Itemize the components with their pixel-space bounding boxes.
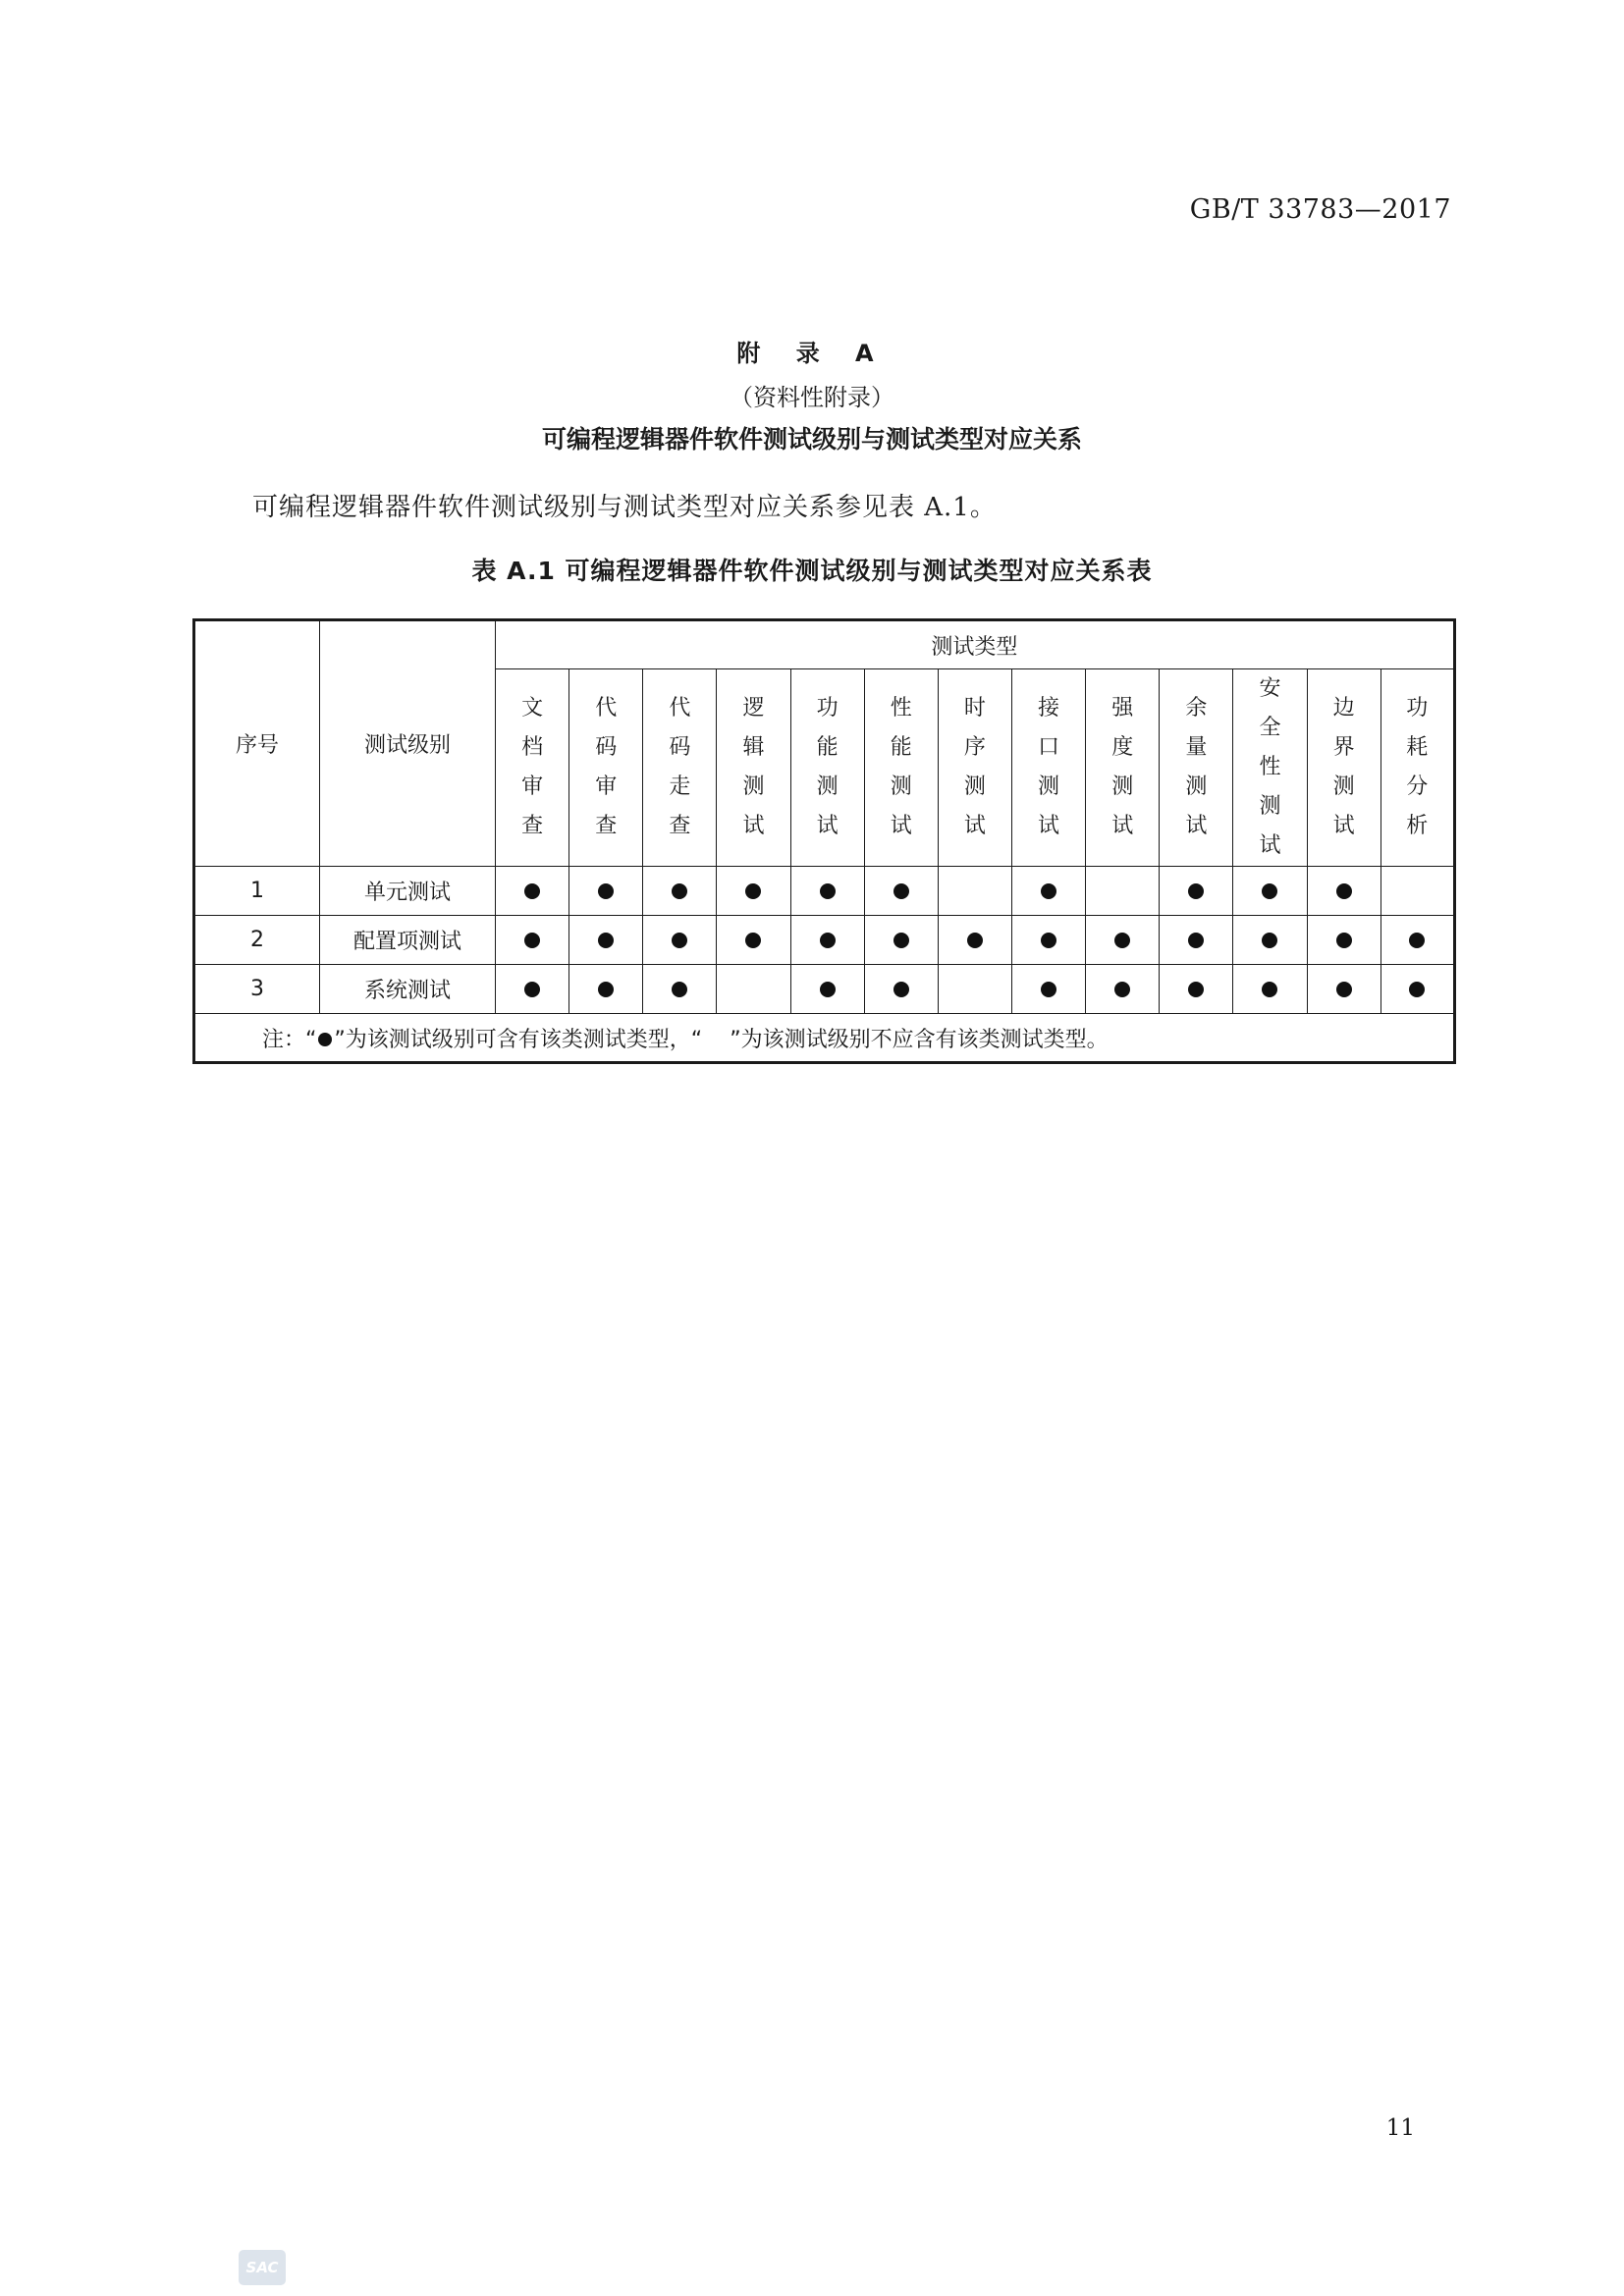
mark-cell (938, 867, 1011, 916)
table-row (194, 867, 1455, 916)
test-type-label: 逻辑测试 (742, 696, 765, 838)
filled-dot-icon (1336, 933, 1352, 948)
mark-cell (1086, 965, 1160, 1014)
mark-cell (1160, 916, 1233, 965)
header-test-type (1307, 669, 1380, 867)
header-test-type (1086, 669, 1160, 867)
mark-cell (1307, 916, 1380, 965)
note-middle: ”为该测试级别可含有该类测试类型，“ (334, 1027, 731, 1052)
row-seq: 1 (194, 867, 320, 916)
filled-dot-icon (820, 933, 836, 948)
table-caption: 表 A.1 可编程逻辑器件软件测试级别与测试类型对应关系表 (471, 557, 1153, 585)
mark-cell (717, 965, 790, 1014)
mark-cell (864, 867, 938, 916)
table-note (194, 1014, 1455, 1063)
filled-dot-icon (1188, 933, 1204, 948)
header-row-group (194, 620, 1455, 669)
filled-dot-icon (1336, 982, 1352, 997)
page-number: 11 (1385, 2115, 1415, 2141)
test-mapping-table (192, 618, 1456, 1064)
filled-dot-icon (820, 982, 836, 997)
filled-dot-icon (967, 933, 983, 948)
mark-cell (643, 916, 717, 965)
appendix-heading: 可编程逻辑器件软件测试级别与测试类型对应关系 (541, 425, 1082, 454)
filled-dot-icon (318, 1033, 332, 1046)
test-type-label: 安全性测试 (1259, 676, 1281, 858)
appendix-type: （资料性附录） (730, 384, 894, 411)
row-seq: 3 (194, 965, 320, 1014)
mark-cell (496, 916, 569, 965)
test-type-label: 功能测试 (816, 696, 839, 838)
filled-dot-icon (893, 982, 909, 997)
filled-dot-icon (598, 982, 614, 997)
mark-cell (1233, 867, 1307, 916)
filled-dot-icon (1188, 883, 1204, 899)
table-note-row (194, 1014, 1455, 1063)
header-test-type (1160, 669, 1233, 867)
filled-dot-icon (1262, 933, 1277, 948)
header-test-type (1380, 669, 1454, 867)
mark-cell (938, 965, 1011, 1014)
filled-dot-icon (1336, 883, 1352, 899)
filled-dot-icon (524, 933, 540, 948)
row-level: 配置项测试 (320, 916, 496, 965)
standard-number: GB/T 33783—2017 (1189, 194, 1451, 225)
test-type-label: 文档审查 (521, 696, 544, 838)
header-test-type (1233, 669, 1307, 867)
filled-dot-icon (1409, 982, 1425, 997)
header-test-type (717, 669, 790, 867)
mark-cell (496, 965, 569, 1014)
mark-cell (1307, 965, 1380, 1014)
filled-dot-icon (1188, 982, 1204, 997)
mark-cell (717, 867, 790, 916)
filled-dot-icon (1041, 933, 1056, 948)
mark-cell (864, 916, 938, 965)
header-test-type (938, 669, 1011, 867)
mark-cell (643, 965, 717, 1014)
test-type-label: 代码走查 (669, 696, 691, 838)
test-type-label: 性能测试 (890, 696, 912, 838)
mark-cell (1380, 867, 1454, 916)
header-test-type (643, 669, 717, 867)
mark-cell (1380, 965, 1454, 1014)
mark-cell (1160, 965, 1233, 1014)
filled-dot-icon (672, 883, 687, 899)
header-level: 测试级别 (320, 620, 496, 867)
mark-cell (790, 867, 864, 916)
mark-cell (1011, 916, 1085, 965)
filled-dot-icon (1262, 883, 1277, 899)
appendix-title: 附 录 A (736, 340, 888, 367)
test-type-label: 功耗分析 (1406, 696, 1429, 838)
mark-cell (864, 965, 938, 1014)
note-prefix: 注：“ (262, 1027, 317, 1052)
filled-dot-icon (893, 933, 909, 948)
mark-cell (569, 916, 643, 965)
filled-dot-icon (1409, 933, 1425, 948)
filled-dot-icon (672, 933, 687, 948)
test-type-label: 接口测试 (1038, 696, 1060, 838)
mark-cell (1086, 867, 1160, 916)
sac-logo: SAC (239, 2250, 286, 2285)
test-type-label: 时序测试 (963, 696, 986, 838)
header-test-type (864, 669, 938, 867)
mark-cell (938, 916, 1011, 965)
table-row (194, 916, 1455, 965)
filled-dot-icon (672, 982, 687, 997)
table-row (194, 965, 1455, 1014)
mark-cell (1086, 916, 1160, 965)
filled-dot-icon (524, 982, 540, 997)
row-level: 单元测试 (320, 867, 496, 916)
filled-dot-icon (893, 883, 909, 899)
mark-cell (790, 916, 864, 965)
header-test-type (569, 669, 643, 867)
filled-dot-icon (1114, 982, 1130, 997)
filled-dot-icon (745, 883, 761, 899)
test-type-label: 边界测试 (1332, 696, 1355, 838)
row-seq: 2 (194, 916, 320, 965)
row-level: 系统测试 (320, 965, 496, 1014)
mark-cell (1233, 916, 1307, 965)
test-type-label: 余量测试 (1185, 696, 1208, 838)
filled-dot-icon (598, 933, 614, 948)
mark-cell (1011, 867, 1085, 916)
mark-cell (1233, 965, 1307, 1014)
mark-cell (1160, 867, 1233, 916)
header-test-type (790, 669, 864, 867)
filled-dot-icon (1041, 982, 1056, 997)
mark-cell (569, 867, 643, 916)
mark-cell (1380, 916, 1454, 965)
mark-cell (643, 867, 717, 916)
mark-cell (569, 965, 643, 1014)
header-seq: 序号 (194, 620, 320, 867)
test-type-label: 代码审查 (595, 696, 618, 838)
mark-cell (496, 867, 569, 916)
header-test-type (496, 669, 569, 867)
mark-cell (1307, 867, 1380, 916)
filled-dot-icon (745, 933, 761, 948)
note-suffix: ”为该测试级别不应含有该类测试类型。 (730, 1027, 1109, 1052)
header-test-type-group: 测试类型 (496, 620, 1455, 669)
test-type-label: 强度测试 (1111, 696, 1134, 838)
filled-dot-icon (1041, 883, 1056, 899)
filled-dot-icon (524, 883, 540, 899)
header-test-type (1011, 669, 1085, 867)
intro-paragraph: 可编程逻辑器件软件测试级别与测试类型对应关系参见表 A.1。 (252, 493, 997, 522)
mark-cell (790, 965, 864, 1014)
filled-dot-icon (1114, 933, 1130, 948)
filled-dot-icon (598, 883, 614, 899)
mark-cell (1011, 965, 1085, 1014)
filled-dot-icon (820, 883, 836, 899)
filled-dot-icon (1262, 982, 1277, 997)
mark-cell (717, 916, 790, 965)
